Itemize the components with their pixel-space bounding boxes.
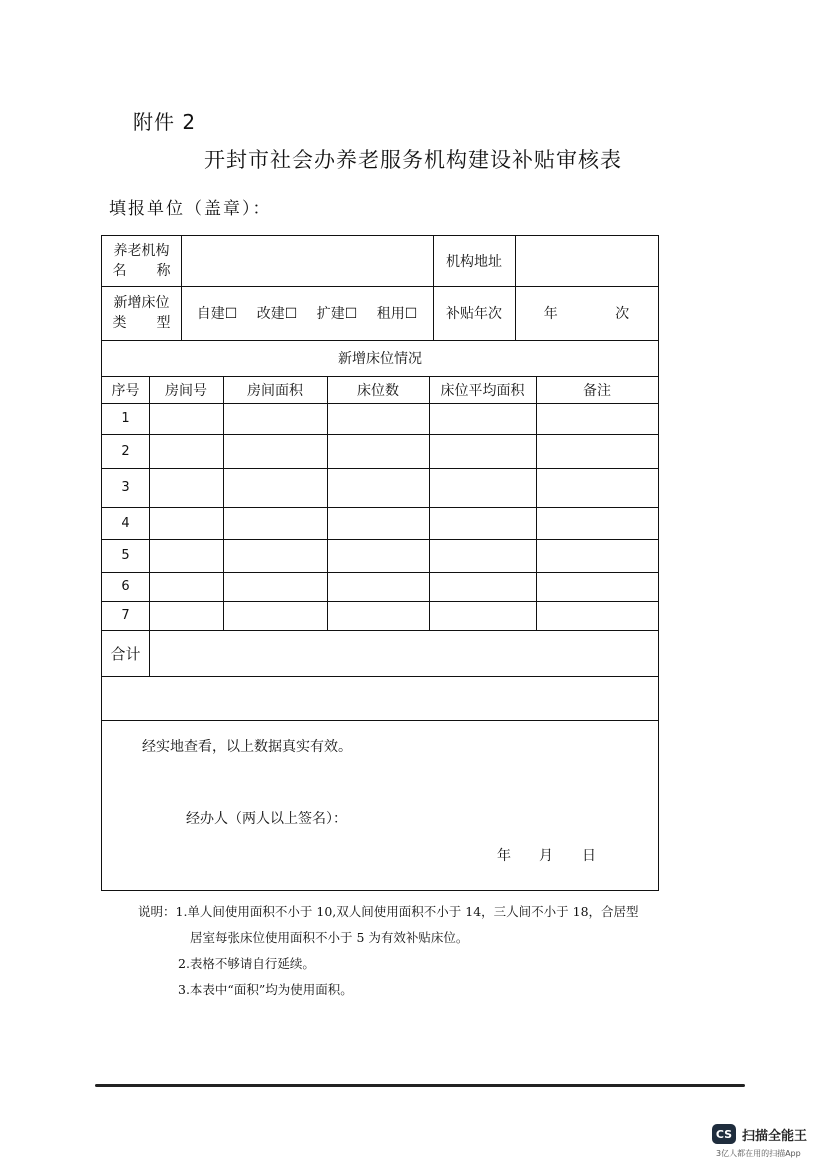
- bed-type-options: [181, 286, 433, 340]
- row-divider: [102, 507, 658, 508]
- col-header-bed-count: 床位数: [357, 382, 399, 399]
- date-day: 日: [582, 848, 596, 864]
- org-address-field[interactable]: [515, 236, 658, 286]
- col-header-remarks: 备注: [583, 382, 611, 399]
- row-divider: [102, 601, 658, 602]
- org-name-label: [102, 236, 181, 286]
- col-header-index: 序号: [111, 382, 140, 399]
- row-divider: [102, 720, 658, 721]
- bed-type-label-char: 类: [112, 315, 127, 331]
- row-index: 3: [121, 480, 130, 495]
- note-line: 2.表格不够请自行延续。: [178, 956, 315, 971]
- row-index: 1: [121, 411, 130, 426]
- date-month: 月: [539, 848, 553, 864]
- org-address-label: 机构地址: [446, 254, 502, 270]
- bed-type-label-char: 型: [156, 315, 171, 331]
- row-index: 2: [121, 443, 130, 459]
- date-year: 年: [497, 848, 511, 864]
- row-index: 5: [121, 548, 130, 563]
- times-unit: 次: [615, 306, 630, 322]
- col-divider: [223, 376, 224, 630]
- subsidy-year-field[interactable]: [515, 286, 658, 340]
- row-index: 7: [121, 608, 130, 623]
- row-divider: [102, 434, 658, 435]
- year-unit: 年: [543, 306, 558, 322]
- option-rebuild-checkbox[interactable]: 改建☐: [256, 306, 298, 322]
- notes-block: [138, 899, 639, 1003]
- bed-type-label-line1: 新增床位: [113, 295, 170, 311]
- org-name-label-char: 称: [156, 263, 171, 279]
- note-line: 居室每张床位使用面积不小于 5 为有效补贴床位。: [190, 930, 469, 945]
- org-name-field[interactable]: [181, 236, 433, 286]
- bottom-rule: [95, 1084, 745, 1087]
- attachment-label: 附件 2: [133, 110, 197, 134]
- total-field[interactable]: [149, 630, 658, 676]
- verification-text: 经实地查看，以上数据真实有效。: [142, 739, 352, 755]
- option-self-build-checkbox[interactable]: 自建☐: [196, 306, 238, 322]
- col-header-room-area: 房间面积: [247, 382, 303, 399]
- camscanner-logo-icon: CS: [712, 1124, 736, 1144]
- watermark-name: 扫描全能王: [742, 1128, 808, 1144]
- watermark-tagline: 3亿人都在用的扫描App: [716, 1149, 801, 1158]
- row-index: 6: [121, 579, 130, 594]
- col-divider: [327, 376, 328, 630]
- note-line: 3.本表中“面积”均为使用面积。: [178, 982, 353, 997]
- option-rent-checkbox[interactable]: 租用☐: [376, 306, 418, 322]
- note-line: 说明：1.单人间使用面积不小于 10,双人间使用面积不小于 14，三人间不小于 18，合居型: [138, 904, 639, 919]
- row-divider: [102, 572, 658, 573]
- org-name-label-line1: 养老机构: [113, 243, 170, 259]
- total-label: 合计: [110, 644, 141, 663]
- scanner-watermark: [712, 1124, 807, 1144]
- col-divider: [429, 376, 430, 630]
- handler-signature-label: 经办人（两人以上签名）：: [186, 811, 347, 827]
- page-title: 开封市社会办养老服务机构建设补贴审核表: [204, 148, 622, 172]
- row-divider: [102, 403, 658, 404]
- blank-row[interactable]: [102, 676, 658, 720]
- row-index: 4: [121, 515, 130, 531]
- section-header: 新增床位情况: [338, 351, 422, 367]
- row-divider: [102, 539, 658, 540]
- col-header-room-no: 房间号: [165, 382, 207, 399]
- col-divider: [536, 376, 537, 630]
- bed-type-label: [102, 286, 181, 340]
- option-expand-checkbox[interactable]: 扩建☐: [316, 306, 358, 322]
- audit-form-table: [101, 235, 659, 891]
- col-header-avg-bed-area: 床位平均面积: [440, 382, 525, 399]
- filler-unit-label: 填报单位（盖章）：: [109, 199, 272, 219]
- subsidy-year-label: 补贴年次: [446, 306, 502, 322]
- row-divider: [102, 468, 658, 469]
- org-name-label-char: 名: [112, 263, 127, 279]
